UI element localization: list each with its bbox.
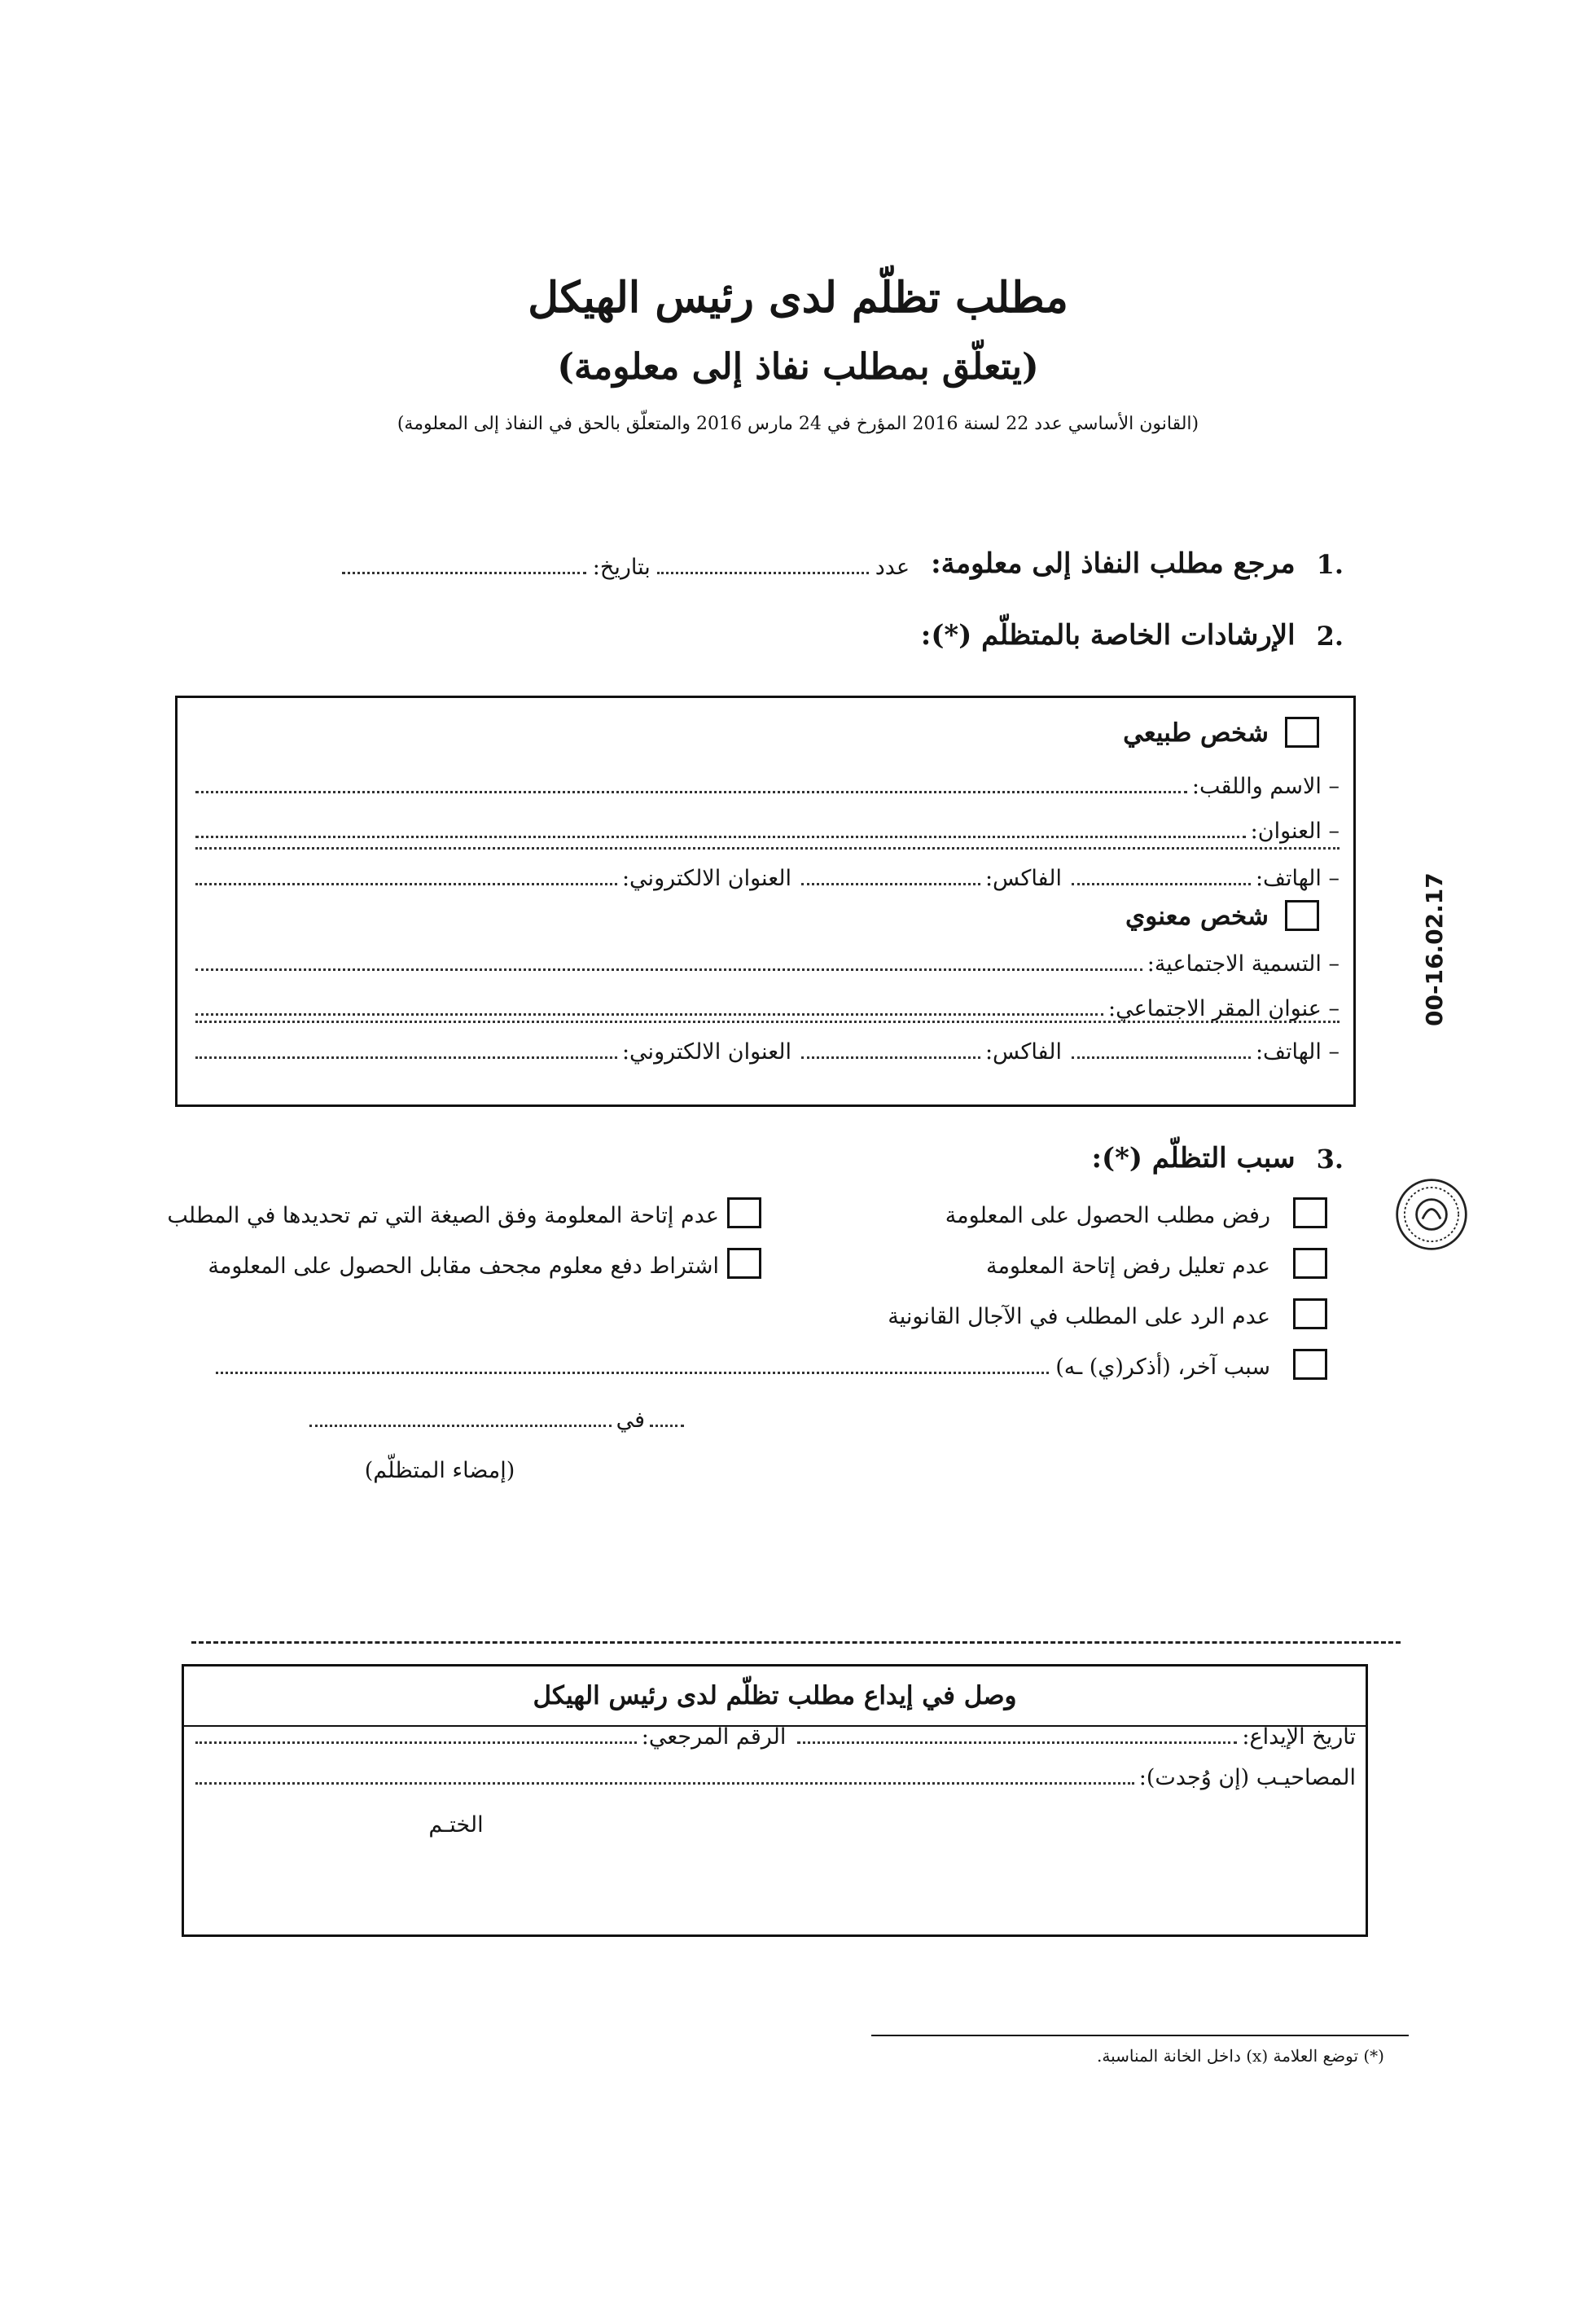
natural-person-label: شخص طبيعي: [1123, 718, 1269, 748]
natural-address-field-2[interactable]: [195, 847, 1340, 850]
reason-other-checkbox[interactable]: [1293, 1349, 1327, 1380]
natural-address-row2: [195, 847, 1340, 855]
reason-left-2: [208, 1248, 761, 1279]
legal-hq-field-2[interactable]: [195, 1021, 1340, 1023]
natural-fax-label: الفاكس:: [984, 866, 1062, 891]
reason-fee-checkbox[interactable]: [727, 1248, 761, 1279]
receipt-reference-label: الرقم المرجعي:: [641, 1724, 787, 1750]
legal-hq-label: – عنوان المقر الاجتماعي:: [1108, 996, 1340, 1021]
legal-phone-label: – الهاتف:: [1255, 1039, 1340, 1065]
section1-date-label: بتاريخ:: [592, 555, 651, 580]
legal-person-label: شخص معنوي: [1125, 902, 1269, 931]
receipt-deposit-date-label: تاريخ الإيداع:: [1242, 1724, 1356, 1750]
section3-label: سبب التظلّم (*):: [1091, 1142, 1296, 1175]
section1-number: 1.: [1316, 549, 1344, 580]
receipt-deposit-row: [195, 1724, 1356, 1750]
reason-right-1-label: رفض مطلب الحصول على المعلومة: [945, 1203, 1270, 1228]
request-number-field[interactable]: [657, 572, 869, 574]
legal-person-option: [977, 900, 1319, 931]
receipt-box: [182, 1664, 1368, 1937]
legal-phone-field[interactable]: [1072, 1056, 1251, 1059]
section2-row: [814, 619, 1344, 652]
natural-person-option: [977, 717, 1319, 748]
section1-row: [342, 547, 1344, 580]
reason-refusal-checkbox[interactable]: [1293, 1197, 1327, 1228]
legal-hq-row: [195, 996, 1340, 1021]
natural-address-label: – العنوان:: [1250, 819, 1340, 844]
receipt-attachments-row: [195, 1765, 1356, 1790]
reason-right-3: [855, 1298, 1327, 1329]
reason-format-checkbox[interactable]: [727, 1197, 761, 1228]
request-date-field[interactable]: [342, 572, 586, 574]
signature-place-field[interactable]: [650, 1425, 684, 1427]
legal-email-label: العنوان الالكتروني:: [621, 1039, 791, 1065]
signature-date-field[interactable]: [309, 1425, 612, 1427]
receipt-title: وصل في إيداع مطلب تظلّم لدى رئيس الهيكل: [184, 1666, 1366, 1727]
signature-in-label: في: [616, 1407, 645, 1433]
legal-company-label: – التسمية الاجتماعية:: [1147, 951, 1340, 977]
natural-fax-field[interactable]: [801, 883, 980, 885]
legal-person-checkbox[interactable]: [1285, 900, 1319, 931]
legal-email-field[interactable]: [195, 1056, 617, 1059]
signature-place-row: [309, 1407, 684, 1433]
reason-right-2-label: عدم تعليل رفض إتاحة المعلومة: [985, 1254, 1270, 1279]
natural-name-field[interactable]: [195, 791, 1187, 793]
cut-line: [191, 1641, 1401, 1644]
natural-email-label: العنوان الالكتروني:: [621, 866, 791, 891]
natural-phone-label: – الهاتف:: [1255, 866, 1340, 891]
natural-contact-row: [195, 866, 1340, 891]
natural-email-field[interactable]: [195, 883, 617, 885]
receipt-reference-field[interactable]: [195, 1741, 637, 1744]
section1-label: مرجع مطلب النفاذ إلى معلومة:: [931, 547, 1296, 580]
footnote: (*) توضع العلامة (x) داخل الخانة المناسبة.: [1097, 2046, 1384, 2066]
signature-label: (إمضاء المتظلّم): [364, 1458, 515, 1483]
section2-label: الإرشادات الخاصة بالمتظلّم (*):: [920, 619, 1296, 652]
receipt-deposit-date-field[interactable]: [797, 1741, 1237, 1744]
reason-no-response-checkbox[interactable]: [1293, 1298, 1327, 1329]
footnote-line: [871, 2035, 1409, 2036]
natural-name-row: [195, 774, 1340, 799]
legal-hq-row2: [195, 1021, 1340, 1029]
reason-left-2-label: اشتراط دفع معلوم مجحف مقابل الحصول على المعلومة: [208, 1254, 719, 1279]
reason-right-1: [855, 1197, 1327, 1228]
natural-name-label: – الاسم واللقب:: [1191, 774, 1340, 799]
section1-number-label: عدد: [875, 555, 910, 580]
reason-left-1-label: عدم إتاحة المعلومة وفق الصيغة التي تم تحديدها في المطلب: [167, 1203, 719, 1228]
law-reference: (القانون الأساسي عدد 22 لسنة 2016 المؤرخ في 24 مارس 2016 والمتعلّق بالحق في النفاذ إلى المعلومة): [397, 414, 1199, 434]
side-code: 00-16.02.17: [1421, 872, 1448, 1026]
form-title: مطلب تظلّم لدى رئيس الهيكل: [528, 273, 1068, 323]
reason-right-2: [855, 1248, 1327, 1279]
form-subtitle: (يتعلّق بمطلب نفاذ إلى معلومة): [557, 346, 1039, 388]
seal-icon: [1394, 1177, 1469, 1252]
reason-other-field[interactable]: [216, 1372, 1049, 1374]
legal-fax-field[interactable]: [801, 1056, 980, 1059]
natural-phone-field[interactable]: [1072, 883, 1251, 885]
natural-person-checkbox[interactable]: [1285, 717, 1319, 748]
reason-left-1: [167, 1197, 761, 1228]
legal-hq-field[interactable]: [195, 1013, 1103, 1016]
legal-contact-row: [195, 1039, 1340, 1065]
section2-number: 2.: [1316, 621, 1344, 652]
legal-company-row: [195, 951, 1340, 977]
reason-right-4-label: سبب آخر، (أذكر(ي) ـه): [1055, 1355, 1270, 1380]
section3-number: 3.: [1316, 1144, 1344, 1175]
reason-right-4: [216, 1349, 1327, 1380]
receipt-attachments-field[interactable]: [195, 1782, 1134, 1785]
legal-company-field[interactable]: [195, 968, 1142, 971]
section3-row: [977, 1142, 1344, 1175]
receipt-stamp-label: الختـم: [428, 1812, 484, 1838]
reason-right-3-label: عدم الرد على المطلب في الآجال القانونية: [888, 1304, 1270, 1329]
natural-address-row: [195, 819, 1340, 844]
receipt-attachments-label: المصاحيـب (إن وُجدت):: [1138, 1765, 1356, 1790]
legal-fax-label: الفاكس:: [984, 1039, 1062, 1065]
natural-address-field[interactable]: [195, 836, 1246, 838]
reason-no-justification-checkbox[interactable]: [1293, 1248, 1327, 1279]
